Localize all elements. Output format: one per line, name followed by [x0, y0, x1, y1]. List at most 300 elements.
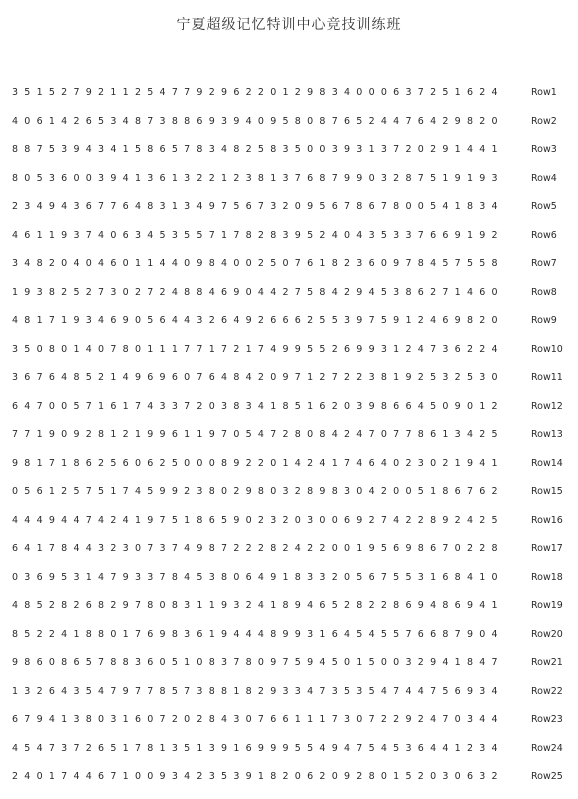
digit: 8 — [307, 486, 314, 497]
digit: 5 — [196, 229, 203, 241]
digit: 4 — [442, 201, 449, 212]
digit: 8 — [36, 258, 43, 269]
digit-row — [11, 285, 571, 314]
digit: 7 — [36, 372, 43, 383]
digit: 6 — [417, 286, 424, 298]
digit: 8 — [171, 571, 178, 583]
digit: 5 — [24, 628, 31, 640]
digit: 2 — [282, 201, 289, 212]
digit: 8 — [466, 657, 473, 668]
digit: 3 — [171, 400, 178, 412]
digit: 7 — [393, 144, 400, 155]
digit: 0 — [245, 286, 252, 298]
digit: 9 — [147, 514, 154, 526]
digit-row — [11, 655, 571, 684]
digit: 9 — [442, 144, 449, 155]
digit: 6 — [393, 400, 400, 412]
digit: 2 — [73, 600, 80, 611]
digit: 4 — [356, 429, 363, 440]
digit: 4 — [36, 201, 43, 212]
digit: 7 — [331, 115, 338, 127]
digit: 6 — [405, 600, 412, 611]
digit: 9 — [245, 486, 252, 497]
digit: 1 — [319, 714, 326, 725]
digit: 2 — [257, 514, 264, 526]
digit: 8 — [221, 457, 228, 469]
digit: 9 — [368, 543, 375, 554]
digit: 7 — [184, 400, 191, 412]
digit: 5 — [368, 742, 375, 754]
digit: 0 — [319, 144, 326, 155]
digit: 8 — [331, 486, 338, 497]
digit: 3 — [11, 87, 19, 98]
digit: 2 — [479, 543, 486, 554]
digit: 5 — [331, 315, 338, 326]
digit: 3 — [331, 144, 338, 155]
digit: 9 — [147, 429, 154, 440]
digit: 7 — [233, 229, 240, 241]
digit: 8 — [171, 115, 178, 127]
digit: 6 — [393, 87, 400, 98]
digit: 1 — [110, 486, 117, 497]
digit: 4 — [24, 258, 31, 269]
digit: 9 — [122, 685, 129, 697]
digit: 2 — [491, 486, 498, 497]
digit: 2 — [110, 543, 117, 554]
digit: 1 — [454, 742, 461, 754]
digit: 0 — [85, 258, 92, 269]
digit: 3 — [233, 771, 240, 782]
digit: 3 — [331, 685, 338, 697]
digit: 9 — [307, 201, 314, 212]
digit: 1 — [48, 771, 55, 782]
digit: 5 — [294, 400, 301, 412]
digit: 8 — [98, 429, 105, 440]
digit: 6 — [319, 400, 326, 412]
digit: 3 — [208, 742, 215, 754]
digit: 8 — [208, 685, 215, 697]
digit: 1 — [184, 429, 191, 440]
digit: 9 — [221, 742, 228, 754]
digit: 0 — [196, 657, 203, 668]
digit: 6 — [479, 286, 486, 298]
digit: 3 — [11, 343, 19, 355]
digit: 4 — [24, 771, 31, 782]
digit: 8 — [11, 628, 19, 640]
digit-row — [11, 769, 571, 798]
digit: 5 — [73, 400, 80, 412]
digit: 3 — [110, 714, 117, 725]
digit: 5 — [48, 87, 55, 98]
digit: 6 — [85, 201, 92, 212]
row-digits — [11, 484, 499, 500]
digit: 6 — [270, 714, 277, 725]
digit: 8 — [466, 315, 473, 326]
digit: 7 — [343, 457, 351, 469]
digit: 8 — [122, 657, 129, 668]
digit: 2 — [245, 87, 252, 98]
digit: 9 — [208, 115, 215, 127]
digit: 0 — [11, 486, 19, 497]
digit: 7 — [356, 742, 363, 754]
digit: 2 — [282, 543, 289, 554]
digit: 9 — [393, 258, 400, 269]
digit: 6 — [454, 685, 461, 697]
digit: 7 — [405, 628, 412, 640]
digit: 5 — [171, 457, 178, 469]
digit: 3 — [147, 172, 154, 184]
digit: 0 — [208, 400, 215, 412]
digit-row — [11, 171, 571, 200]
digit: 9 — [73, 144, 80, 155]
digit: 6 — [11, 543, 19, 554]
digit: 7 — [159, 571, 166, 583]
digit: 3 — [270, 514, 277, 526]
digit: 4 — [417, 685, 424, 697]
digit: 1 — [454, 144, 461, 155]
digit: 0 — [491, 372, 498, 383]
digit: 9 — [11, 657, 19, 668]
digit: 5 — [491, 429, 498, 440]
digit: 9 — [245, 771, 252, 782]
digit: 0 — [73, 172, 80, 184]
digit: 2 — [208, 315, 215, 326]
digit: 8 — [491, 258, 498, 269]
row-label: Row3 — [531, 144, 557, 155]
digit: 5 — [331, 600, 338, 611]
digit: 8 — [208, 258, 215, 269]
digit: 9 — [294, 343, 301, 355]
digit: 9 — [73, 429, 80, 440]
digit: 5 — [466, 372, 473, 383]
digit: 3 — [282, 486, 289, 497]
digit: 9 — [405, 372, 412, 383]
digit: 0 — [36, 343, 43, 355]
digit: 9 — [307, 87, 314, 98]
digit: 6 — [73, 657, 80, 668]
digit: 9 — [85, 87, 92, 98]
digit: 0 — [98, 714, 105, 725]
digit: 2 — [466, 543, 473, 554]
digit: 7 — [147, 685, 154, 697]
digit: 2 — [245, 457, 252, 469]
digit: 1 — [393, 771, 400, 782]
digit: 6 — [368, 258, 375, 269]
digit: 2 — [282, 771, 289, 782]
digit: 4 — [257, 286, 264, 298]
digit: 3 — [221, 657, 228, 668]
digit: 2 — [208, 87, 215, 98]
digit: 9 — [221, 600, 228, 611]
digit-row — [11, 570, 571, 599]
digit: 8 — [417, 543, 424, 554]
digit: 1 — [430, 486, 437, 497]
digit: 1 — [61, 315, 68, 326]
digit: 0 — [98, 343, 105, 355]
digit: 8 — [368, 771, 375, 782]
digit: 4 — [73, 771, 80, 782]
digit: 5 — [36, 172, 43, 184]
digit: 4 — [184, 315, 191, 326]
digit: 3 — [417, 571, 424, 583]
digit: 8 — [430, 514, 437, 526]
digit: 9 — [294, 229, 301, 241]
digit: 9 — [122, 571, 129, 583]
digit: 1 — [98, 400, 105, 412]
digit: 1 — [147, 258, 154, 269]
digit: 4 — [61, 514, 68, 526]
digit: 2 — [171, 714, 178, 725]
digit: 7 — [270, 429, 277, 440]
digit: 4 — [61, 685, 68, 697]
digit: 3 — [405, 742, 412, 754]
digit: 4 — [257, 429, 264, 440]
digit: 9 — [270, 115, 277, 127]
digit: 6 — [282, 315, 289, 326]
digit: 2 — [417, 372, 424, 383]
digit: 9 — [368, 343, 375, 355]
digit: 4 — [85, 343, 92, 355]
digit: 4 — [24, 514, 31, 526]
digit: 4 — [380, 457, 387, 469]
digit: 0 — [122, 258, 129, 269]
digit: 4 — [11, 315, 19, 326]
digit: 7 — [110, 771, 117, 782]
digit: 1 — [430, 571, 437, 583]
digit: 2 — [319, 229, 326, 241]
digit: 0 — [245, 514, 252, 526]
digit: 3 — [184, 201, 191, 212]
digit: 7 — [134, 685, 141, 697]
digit: 1 — [48, 486, 55, 497]
digit: 2 — [196, 771, 203, 782]
digit: 2 — [73, 115, 80, 127]
digit: 8 — [257, 172, 264, 184]
digit: 9 — [122, 315, 129, 326]
digit: 8 — [208, 543, 215, 554]
digit: 5 — [319, 315, 326, 326]
digit: 2 — [307, 457, 314, 469]
digit: 4 — [171, 315, 178, 326]
digit: 0 — [85, 172, 92, 184]
digit: 9 — [159, 628, 166, 640]
digit: 5 — [430, 201, 437, 212]
digit: 8 — [24, 657, 31, 668]
digit: 5 — [430, 372, 437, 383]
digit: 2 — [393, 714, 400, 725]
digit: 7 — [134, 400, 141, 412]
digit: 8 — [208, 714, 215, 725]
digit: 2 — [331, 400, 338, 412]
digit: 6 — [147, 657, 154, 668]
digit: 2 — [257, 685, 264, 697]
digit: 1 — [442, 429, 449, 440]
digit: 1 — [36, 315, 43, 326]
digit: 4 — [110, 144, 117, 155]
digit: 7 — [36, 144, 43, 155]
digit: 5 — [147, 315, 154, 326]
digit: 3 — [147, 571, 154, 583]
digit: 1 — [319, 628, 326, 640]
digit: 8 — [319, 429, 326, 440]
digit: 6 — [98, 742, 105, 754]
digit: 8 — [245, 229, 252, 241]
digit: 0 — [48, 400, 55, 412]
row-digits — [11, 370, 499, 386]
row-label: Row21 — [531, 657, 563, 668]
digit: 0 — [380, 657, 387, 668]
digit: 1 — [171, 343, 178, 355]
digit: 2 — [294, 486, 301, 497]
digit: 9 — [73, 315, 80, 326]
row-digits — [11, 313, 499, 329]
digit: 9 — [245, 315, 252, 326]
digit: 5 — [380, 229, 387, 241]
digit: 2 — [245, 543, 252, 554]
digit: 0 — [343, 571, 351, 583]
digit: 4 — [442, 657, 449, 668]
digit: 6 — [85, 600, 92, 611]
digit: 8 — [319, 115, 326, 127]
digit: 2 — [110, 600, 117, 611]
digit: 7 — [196, 343, 203, 355]
digit: 5 — [405, 771, 412, 782]
digit: 6 — [208, 372, 215, 383]
digit: 1 — [466, 229, 473, 241]
digit: 8 — [147, 201, 154, 212]
digit: 7 — [405, 429, 412, 440]
digit: 0 — [294, 771, 301, 782]
digit: 6 — [36, 657, 43, 668]
digit: 3 — [134, 657, 141, 668]
digit: 6 — [466, 87, 473, 98]
row-label: Row14 — [531, 457, 563, 469]
digit-row — [11, 598, 571, 627]
digit: 2 — [343, 286, 351, 298]
row-digits — [11, 513, 499, 529]
row-digits — [11, 769, 499, 785]
digit: 1 — [196, 600, 203, 611]
digit: 6 — [454, 486, 461, 497]
digit: 4 — [491, 714, 498, 725]
row-digits — [11, 541, 499, 557]
digit: 2 — [356, 372, 363, 383]
digit: 4 — [466, 571, 473, 583]
digit: 9 — [405, 543, 412, 554]
digit: 0 — [405, 201, 412, 212]
digit-row — [11, 513, 571, 542]
digit: 2 — [356, 771, 363, 782]
digit: 4 — [491, 628, 498, 640]
digit: 4 — [393, 115, 400, 127]
digit: 8 — [11, 172, 19, 184]
digit: 6 — [307, 172, 314, 184]
digit: 4 — [270, 343, 277, 355]
digit: 6 — [159, 144, 166, 155]
digit: 6 — [430, 229, 437, 241]
digit: 2 — [196, 172, 203, 184]
digit: 9 — [466, 600, 473, 611]
digit: 0 — [134, 343, 141, 355]
digit: 8 — [24, 600, 31, 611]
digit: 2 — [479, 343, 486, 355]
digit: 4 — [343, 628, 351, 640]
digit: 0 — [454, 543, 461, 554]
digit: 3 — [171, 771, 178, 782]
digit: 3 — [208, 771, 215, 782]
digit: 0 — [257, 115, 264, 127]
digit: 6 — [122, 229, 129, 241]
digit: 9 — [270, 742, 277, 754]
digit: 2 — [405, 144, 412, 155]
digit: 7 — [282, 657, 289, 668]
digit: 7 — [134, 628, 141, 640]
digit: 5 — [24, 343, 31, 355]
digit: 9 — [393, 315, 400, 326]
digit-rows — [11, 85, 571, 798]
digit: 5 — [380, 315, 387, 326]
digit: 9 — [48, 514, 55, 526]
digit: 1 — [134, 172, 141, 184]
digit: 7 — [48, 315, 55, 326]
digit: 7 — [61, 771, 68, 782]
digit: 5 — [294, 144, 301, 155]
digit: 7 — [24, 714, 31, 725]
digit: 8 — [417, 258, 424, 269]
digit: 3 — [233, 714, 240, 725]
digit: 4 — [122, 372, 129, 383]
digit: 6 — [36, 115, 43, 127]
digit: 2 — [479, 315, 486, 326]
digit: 5 — [282, 115, 289, 127]
digit: 5 — [319, 343, 326, 355]
digit: 3 — [479, 742, 486, 754]
digit: 6 — [417, 742, 424, 754]
digit: 2 — [257, 543, 264, 554]
digit: 1 — [159, 742, 166, 754]
digit: 8 — [48, 343, 55, 355]
digit: 9 — [466, 685, 473, 697]
digit: 1 — [221, 229, 228, 241]
digit: 4 — [417, 343, 424, 355]
digit: 6 — [85, 457, 92, 469]
digit: 2 — [430, 286, 437, 298]
digit: 2 — [282, 286, 289, 298]
row-digits — [11, 655, 499, 671]
digit: 5 — [331, 657, 338, 668]
digit: 0 — [393, 657, 400, 668]
digit: 8 — [466, 115, 473, 127]
digit: 0 — [233, 429, 240, 440]
digit: 1 — [36, 457, 43, 469]
digit: 7 — [134, 600, 141, 611]
row-digits — [11, 456, 499, 472]
digit: 2 — [257, 457, 264, 469]
digit: 2 — [257, 258, 264, 269]
digit: 2 — [61, 87, 68, 98]
digit: 3 — [270, 201, 277, 212]
digit: 6 — [479, 486, 486, 497]
digit: 7 — [233, 657, 240, 668]
digit: 4 — [73, 258, 80, 269]
digit: 4 — [368, 486, 375, 497]
digit: 0 — [110, 229, 117, 241]
row-label: Row20 — [531, 628, 563, 640]
digit: 8 — [98, 600, 105, 611]
digit: 1 — [48, 229, 55, 241]
digit-row — [11, 456, 571, 485]
digit: 4 — [430, 315, 437, 326]
